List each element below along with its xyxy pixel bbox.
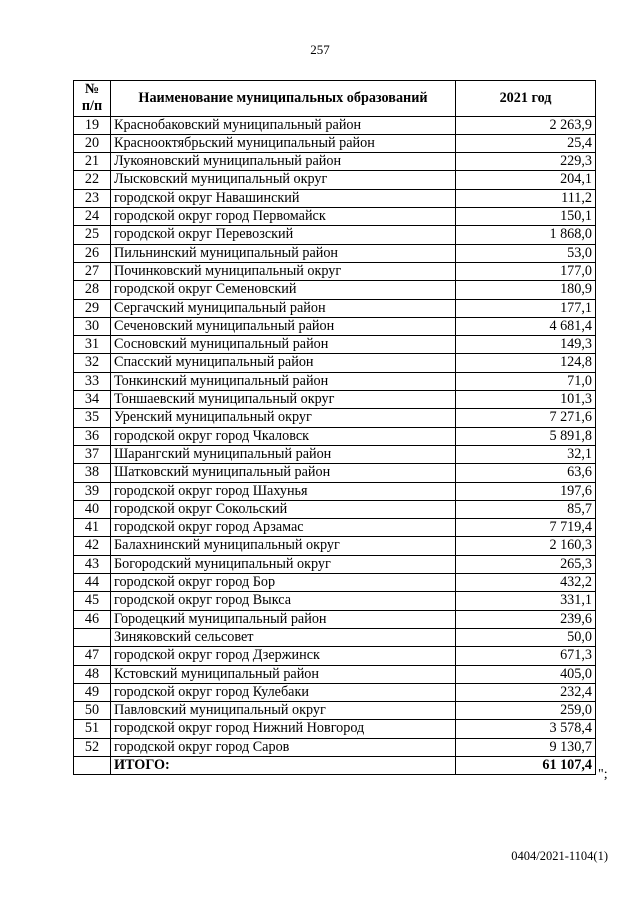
cell-number: 51 xyxy=(74,720,111,738)
cell-name: Павловский муниципальный округ xyxy=(111,702,456,720)
cell-number: 46 xyxy=(74,610,111,628)
table-row xyxy=(74,738,596,756)
cell-number: 34 xyxy=(74,391,111,409)
table-row xyxy=(74,519,596,537)
cell-name: Спасский муниципальный район xyxy=(111,354,456,372)
cell-name: Краснооктябрьский муниципальный район xyxy=(111,134,456,152)
table-row xyxy=(74,299,596,317)
cell-value: 9 130,7 xyxy=(456,738,596,756)
cell-name: Кстовский муниципальный район xyxy=(111,665,456,683)
table-row xyxy=(74,153,596,171)
page-number: 257 xyxy=(310,42,330,57)
cell-value: 32,1 xyxy=(456,445,596,463)
table-row xyxy=(74,116,596,134)
cell-value: 239,6 xyxy=(456,610,596,628)
cell-number: 42 xyxy=(74,537,111,555)
cell-number: 49 xyxy=(74,683,111,701)
cell-number: 39 xyxy=(74,482,111,500)
cell-value: 177,0 xyxy=(456,262,596,280)
table-row xyxy=(74,262,596,280)
table-row xyxy=(74,500,596,518)
cell-name: Богородский муниципальный округ xyxy=(111,555,456,573)
table-row xyxy=(74,482,596,500)
table-row xyxy=(74,574,596,592)
cell-name: Тоншаевский муниципальный округ xyxy=(111,391,456,409)
cell-value: 101,3 xyxy=(456,391,596,409)
cell-value: 204,1 xyxy=(456,171,596,189)
cell-value: 50,0 xyxy=(456,628,596,646)
cell-value: 2 263,9 xyxy=(456,116,596,134)
cell-value: 63,6 xyxy=(456,464,596,482)
cell-number: 43 xyxy=(74,555,111,573)
cell-name: Краснобаковский муниципальный район xyxy=(111,116,456,134)
cell-name: Пильнинский муниципальный район xyxy=(111,244,456,262)
table-row xyxy=(74,336,596,354)
cell-number: 29 xyxy=(74,299,111,317)
cell-name: городской округ Семеновский xyxy=(111,281,456,299)
cell-name: Сергачский муниципальный район xyxy=(111,299,456,317)
cell-number: 33 xyxy=(74,372,111,390)
cell-number: 20 xyxy=(74,134,111,152)
cell-number: 38 xyxy=(74,464,111,482)
cell-value: 180,9 xyxy=(456,281,596,299)
cell-value: 259,0 xyxy=(456,702,596,720)
cell-number: 22 xyxy=(74,171,111,189)
cell-value: 5 891,8 xyxy=(456,427,596,445)
cell-name: Лысковский муниципальный округ xyxy=(111,171,456,189)
cell-value: 53,0 xyxy=(456,244,596,262)
cell-number: 21 xyxy=(74,153,111,171)
column-header-year: 2021 год xyxy=(456,81,596,117)
cell-number: 47 xyxy=(74,647,111,665)
cell-name: городской округ город Чкаловск xyxy=(111,427,456,445)
cell-name: городской округ город Бор xyxy=(111,574,456,592)
cell-name: Починковский муниципальный округ xyxy=(111,262,456,280)
cell-value: 229,3 xyxy=(456,153,596,171)
cell-name: Тонкинский муниципальный район xyxy=(111,372,456,390)
cell-name: Городецкий муниципальный район xyxy=(111,610,456,628)
cell-number: 25 xyxy=(74,226,111,244)
cell-name: городской округ Навашинский xyxy=(111,189,456,207)
table-row xyxy=(74,555,596,573)
cell-number: 36 xyxy=(74,427,111,445)
cell-value: 432,2 xyxy=(456,574,596,592)
table-row xyxy=(74,683,596,701)
cell-number: 48 xyxy=(74,665,111,683)
cell-value: 7 271,6 xyxy=(456,409,596,427)
total-row xyxy=(74,756,596,774)
table-row xyxy=(74,354,596,372)
cell-name: городской округ город Шахунья xyxy=(111,482,456,500)
cell-name: городской округ город Арзамас xyxy=(111,519,456,537)
cell-number: 45 xyxy=(74,592,111,610)
cell-name: Лукояновский муниципальный район xyxy=(111,153,456,171)
cell-name: городской округ город Дзержинск xyxy=(111,647,456,665)
cell-number: 30 xyxy=(74,317,111,335)
table-row xyxy=(74,427,596,445)
cell-number xyxy=(74,628,111,646)
cell-number: 19 xyxy=(74,116,111,134)
cell-name: Уренский муниципальный округ xyxy=(111,409,456,427)
cell-name: Сосновский муниципальный район xyxy=(111,336,456,354)
cell-value: 3 578,4 xyxy=(456,720,596,738)
cell-name: городской округ город Выкса xyxy=(111,592,456,610)
cell-name: городской округ город Первомайск xyxy=(111,208,456,226)
cell-name: Сеченовский муниципальный район xyxy=(111,317,456,335)
table-row xyxy=(74,409,596,427)
cell-name: Шатковский муниципальный район xyxy=(111,464,456,482)
table-row xyxy=(74,391,596,409)
cell-number: 26 xyxy=(74,244,111,262)
table-row xyxy=(74,317,596,335)
table-row xyxy=(74,226,596,244)
cell-value: 71,0 xyxy=(456,372,596,390)
cell-number: 37 xyxy=(74,445,111,463)
cell-number: 35 xyxy=(74,409,111,427)
cell-number: 24 xyxy=(74,208,111,226)
cell-number: 40 xyxy=(74,500,111,518)
cell-number: 52 xyxy=(74,738,111,756)
cell-value: 177,1 xyxy=(456,299,596,317)
table-row xyxy=(74,592,596,610)
cell-value: 232,4 xyxy=(456,683,596,701)
cell-value: 150,1 xyxy=(456,208,596,226)
table-row xyxy=(74,537,596,555)
cell-value: 25,4 xyxy=(456,134,596,152)
cell-number: 27 xyxy=(74,262,111,280)
table-row xyxy=(74,464,596,482)
table-row xyxy=(74,445,596,463)
cell-value: 124,8 xyxy=(456,354,596,372)
table-row xyxy=(74,171,596,189)
cell-value: 1 868,0 xyxy=(456,226,596,244)
cell-name: Зиняковский сельсовет xyxy=(111,628,456,646)
cell-number: 28 xyxy=(74,281,111,299)
table-row xyxy=(74,134,596,152)
cell-value: 4 681,4 xyxy=(456,317,596,335)
table-row xyxy=(74,189,596,207)
table-header-row xyxy=(74,81,596,117)
cell-name: городской округ Сокольский xyxy=(111,500,456,518)
cell-value: 149,3 xyxy=(456,336,596,354)
cell-value: 197,6 xyxy=(456,482,596,500)
cell-number: 50 xyxy=(74,702,111,720)
column-header-number-line1: № xyxy=(84,81,100,97)
table-row xyxy=(74,281,596,299)
cell-value: 265,3 xyxy=(456,555,596,573)
table-row xyxy=(74,647,596,665)
cell-value: 111,2 xyxy=(456,189,596,207)
cell-name: городской округ Перевозский xyxy=(111,226,456,244)
table-row xyxy=(74,628,596,646)
cell-value: 7 719,4 xyxy=(456,519,596,537)
column-header-number-line2: п/п xyxy=(81,98,103,115)
cell-value: 331,1 xyxy=(456,592,596,610)
table-row xyxy=(74,372,596,390)
cell-value: 671,3 xyxy=(456,647,596,665)
cell-value: 61 107,4 xyxy=(456,756,596,774)
table-row xyxy=(74,702,596,720)
document-code: 0404/2021-1104(1) xyxy=(511,849,608,863)
budget-table xyxy=(73,80,596,775)
column-header-name: Наименование муниципальных образований xyxy=(111,81,456,117)
cell-name: Балахнинский муниципальный округ xyxy=(111,537,456,555)
cell-value: 85,7 xyxy=(456,500,596,518)
cell-number: 41 xyxy=(74,519,111,537)
cell-number: 32 xyxy=(74,354,111,372)
table-row xyxy=(74,208,596,226)
cell-name: ИТОГО: xyxy=(111,756,456,774)
table-row xyxy=(74,720,596,738)
cell-number: 23 xyxy=(74,189,111,207)
table-body xyxy=(74,116,596,775)
cell-name: городской округ город Кулебаки xyxy=(111,683,456,701)
cell-number xyxy=(74,756,111,774)
cell-number: 31 xyxy=(74,336,111,354)
cell-name: городской округ город Нижний Новгород xyxy=(111,720,456,738)
cell-name: городской округ город Саров xyxy=(111,738,456,756)
table-row xyxy=(74,665,596,683)
column-header-number xyxy=(74,81,111,117)
table-row xyxy=(74,610,596,628)
cell-value: 2 160,3 xyxy=(456,537,596,555)
cell-name: Шарангский муниципальный район xyxy=(111,445,456,463)
table-row xyxy=(74,244,596,262)
closing-quote-mark: "; xyxy=(598,767,608,782)
cell-value: 405,0 xyxy=(456,665,596,683)
cell-number: 44 xyxy=(74,574,111,592)
